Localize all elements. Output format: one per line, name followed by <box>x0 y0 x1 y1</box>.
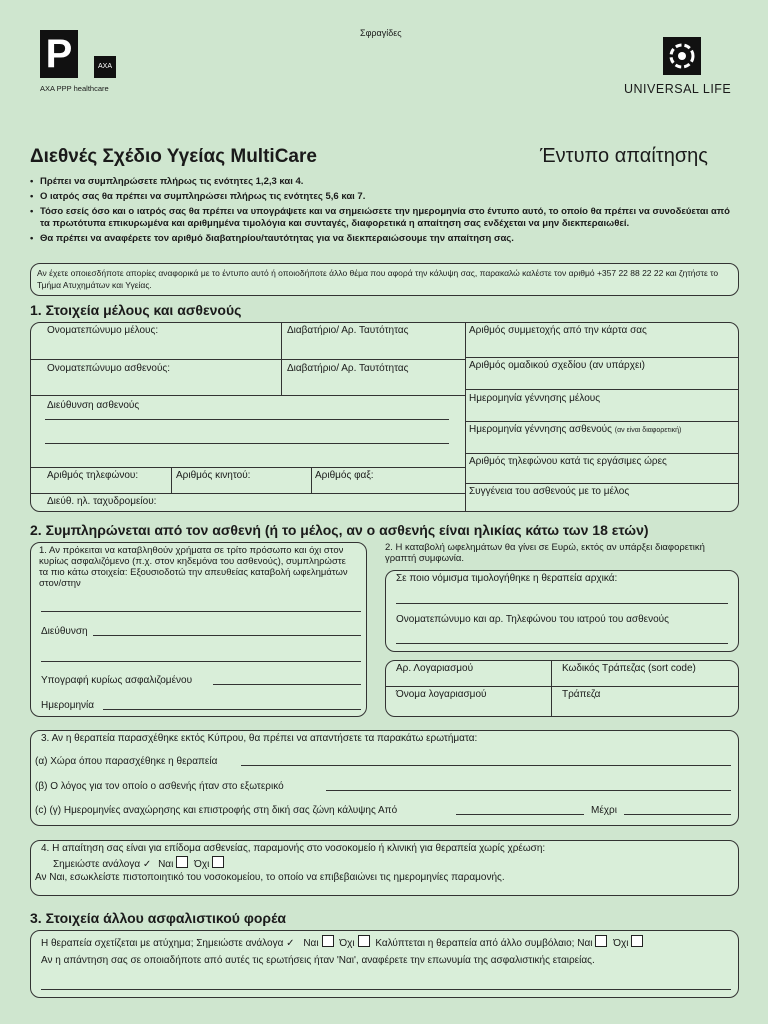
other-policy-yes-checkbox[interactable] <box>595 935 607 947</box>
hospital-no-checkbox[interactable] <box>212 856 224 868</box>
accident-yes-checkbox[interactable] <box>322 935 334 947</box>
universal-life-brand-text: UNIVERSAL LIFE <box>624 82 732 96</box>
instruction-item: • Ο ιατρός σας θα πρέπει να συμπληρώσει πλήρως τις ενότητες 5,6 και 7. <box>30 191 730 203</box>
abroad-reason-line[interactable] <box>326 790 731 791</box>
section2-title: 2. Συμπληρώνεται από τον ασθενή (ή το μέλος, αν ο ασθενής είναι ηλικίας κάτω των 18 ετών) <box>30 522 649 538</box>
form-title: Διεθνές Σχέδιο Υγείας MultiCare <box>30 146 317 167</box>
patient-passport-field[interactable]: Διαβατήριο/ Αρ. Ταυτότητας <box>287 363 409 374</box>
patient-dob-note: (αν είναι διαφορετική) <box>614 427 682 434</box>
payee-address-label: Διεύθυνση <box>41 626 88 637</box>
section1-title: 1. Στοιχεία μέλους και ασθενούς <box>30 302 242 318</box>
account-name-field[interactable]: Όνομα λογαριασμού <box>396 689 487 700</box>
insurer-name-line[interactable] <box>41 989 731 990</box>
instructions-list <box>30 176 730 248</box>
member-passport-field[interactable]: Διαβατήριο/ Αρ. Ταυτότητας <box>287 325 409 336</box>
member-dob-field[interactable]: Ημερομηνία γέννησης μέλους <box>469 393 601 404</box>
instruction-item: • Τόσο εσείς όσο και ο ιατρός σας θα πρέπει να υπογράψετε και να σημειώσετε την ημερομηνία στο έντυπο αυτό, το οποίο θα πρέπει να συνοδεύεται από τα πρωτότυπα επικυρωμένα και αριθμημένα τιμολόγια και συνταγές, διαφορετικά η απαίτηση σας ενδέχεται να μην διεκπεραιωθεί. <box>30 206 730 230</box>
currency-field[interactable]: Σε ποιο νόμισμα τιμολογήθηκε η θεραπεία αρχικά: <box>396 573 618 584</box>
patient-address-field[interactable]: Διεύθυνση ασθενούς <box>47 400 140 411</box>
phone-field[interactable]: Αριθμός τηλεφώνου: <box>47 470 139 481</box>
accident-no-checkbox[interactable] <box>358 935 370 947</box>
hospital-question: 4. Η απαίτηση σας είναι για επίδομα ασθενείας, παραμονής στο νοσοκομείο ή κλινική για θεραπεία χωρίς χρέωση: <box>41 843 546 854</box>
hospital-yes-checkbox[interactable] <box>176 856 188 868</box>
travel-to-label: Μέχρι <box>591 805 617 816</box>
patient-name-field[interactable]: Ονοματεπώνυμο ασθενούς: <box>47 363 171 374</box>
section1-box <box>30 322 739 512</box>
abroad-reason-label: (β) Ο λόγος για τον οποίο ο ασθενής ήταν στο εξωτερικό <box>35 781 284 792</box>
doctor-field[interactable]: Ονοματεπώνυμο και αρ. Τηλεφώνου του ιατρού του ασθενούς <box>396 614 669 625</box>
treatment-abroad-box <box>30 730 739 826</box>
mobile-field[interactable]: Αριθμός κινητού: <box>176 470 251 481</box>
universal-life-emblem-icon <box>662 36 702 76</box>
hospital-yes-label: Ναι <box>158 859 174 870</box>
axa-ppp-logo <box>40 30 120 94</box>
axa-mark: AXA <box>94 56 116 78</box>
sort-code-field[interactable]: Κωδικός Τράπεζας (sort code) <box>562 663 696 674</box>
section3-title: 3. Στοιχεία άλλου ασφαλιστικού φορέα <box>30 910 286 926</box>
other-policy-no-label: Όχι <box>613 938 629 949</box>
help-notice-box <box>30 263 739 296</box>
travel-dates-label: (c) (γ) Ημερομηνίες αναχώρησης και επιστροφής στη δική σας ζώνη κάλυψης Από <box>35 805 398 816</box>
insurer-name-note: Αν η απάντηση σας σε οποιαδήποτε από αυτές τις ερωτήσεις ήταν 'Ναι', αναφέρετε την επωνυμία της ασφαλιστικής εταιρείας. <box>41 955 595 966</box>
accident-yes-label: Ναι <box>303 938 319 949</box>
third-party-question: 1. Αν πρόκειται να καταβληθούν χρήματα σε τρίτο πρόσωπο και όχι στον κυρίως ασφαλιζόμενο (π.χ. στον κηδεμόνα του ασθενούς), συμπληρώστε τα πιο κάτω στοιχεία: Εξουσιοδοτώ την απευθείας καταβολή ωφελημάτων στον/στην <box>39 545 348 589</box>
account-number-field[interactable]: Αρ. Λογαριασμού <box>396 663 474 674</box>
instruction-item: • Θα πρέπει να αναφέρετε τον αριθμό διαβατηρίου/ταυτότητας για να διεκπεραιώσουμε την απαίτηση σας. <box>30 233 730 245</box>
patient-dob-label: Ημερομηνία γέννησης ασθενούς <box>469 424 612 435</box>
other-insurer-box <box>30 930 739 998</box>
email-field[interactable]: Διεύθ. ηλ. ταχυδρομείου: <box>47 496 157 507</box>
stamps-label: Σφραγίδες <box>360 28 402 38</box>
travel-from-line[interactable] <box>456 814 584 815</box>
fax-field[interactable]: Αριθμός φαξ: <box>315 470 374 481</box>
universal-life-logo <box>620 36 740 98</box>
hospital-mark-label: Σημειώστε ανάλογα <box>53 859 141 870</box>
payee-date-line[interactable] <box>103 709 361 710</box>
hospital-no-label: Όχι <box>194 859 210 870</box>
other-policy-no-checkbox[interactable] <box>631 935 643 947</box>
accident-question: Η θεραπεία σχετίζεται με ατύχημα; Σημειώστε ανάλογα <box>41 938 284 949</box>
currency-payment-note: 2. Η καταβολή ωφελημάτων θα γίνει σε Ευρώ, εκτός αν υπάρξει διαφορετική γραπτή συμφωνία. <box>385 542 705 564</box>
patient-dob-field[interactable] <box>469 424 681 435</box>
instruction-item: • Πρέπει να συμπληρώσετε πλήρως τις ενότητες 1,2,3 και 4. <box>30 176 730 188</box>
travel-to-line[interactable] <box>624 814 731 815</box>
policy-number-field[interactable]: Αριθμός συμμετοχής από την κάρτα σας <box>469 325 647 336</box>
hospital-allowance-box <box>30 840 739 896</box>
member-name-field[interactable]: Ονοματεπώνυμο μέλους: <box>47 325 159 336</box>
other-policy-question: Καλύπτεται η θεραπεία από άλλο συμβόλαιο; Ναι <box>375 938 593 949</box>
help-notice-text: Αν έχετε οποιεσδήποτε απορίες αναφορικά με το έντυπο αυτό ή οποιοδήποτε άλλο θέμα που αφορά την κάλυψη σας, παρακαλώ καλέστε τον αριθμό +357 22 88 22 22 και ζητήστε το Τμήμα Ατυχημάτων και Υγείας. <box>37 268 719 290</box>
relation-field[interactable]: Συγγένεια του ασθενούς με το μέλος <box>469 486 630 497</box>
form-type-title: Έντυπο απαίτησης <box>540 145 708 167</box>
check-mark-icon: ✓ <box>286 938 295 949</box>
insured-signature-line[interactable] <box>213 684 361 685</box>
hospital-certificate-note: Αν Ναι, εσωκλείστε πιστοποιητικό του νοσοκομείου, το οποίο να επιβεβαιώνει τις ημερομηνίες παραμονής. <box>35 872 505 883</box>
third-party-payment-box <box>30 542 367 717</box>
currency-doctor-box <box>385 570 739 652</box>
abroad-question: 3. Αν η θεραπεία παρασχέθηκε εκτός Κύπρου, θα πρέπει να απαντήσετε τα παρακάτω ερωτήματα: <box>41 733 478 744</box>
work-phone-field[interactable]: Αριθμός τηλεφώνου κατά τις εργάσιμες ώρες <box>469 456 667 467</box>
hospital-answer-row <box>53 856 227 870</box>
accident-no-label: Όχι <box>339 938 355 949</box>
payee-date-label: Ημερομηνία <box>41 700 95 711</box>
insured-signature-label: Υπογραφή κυρίως ασφαλιζομένου <box>41 675 193 686</box>
axa-ppp-p-mark: P <box>40 30 78 78</box>
treatment-country-label: (α) Χώρα όπου παρασχέθηκε η θεραπεία <box>35 756 218 767</box>
check-mark-icon: ✓ <box>142 859 152 870</box>
bank-details-box <box>385 660 739 717</box>
accident-question-row <box>41 935 646 949</box>
bank-name-field[interactable]: Τράπεζα <box>562 689 601 700</box>
group-scheme-field[interactable]: Αριθμός ομαδικού σχεδίου (αν υπάρχει) <box>469 360 645 371</box>
axa-ppp-brand-text: AXA PPP healthcare <box>40 84 109 93</box>
treatment-country-line[interactable] <box>241 765 731 766</box>
